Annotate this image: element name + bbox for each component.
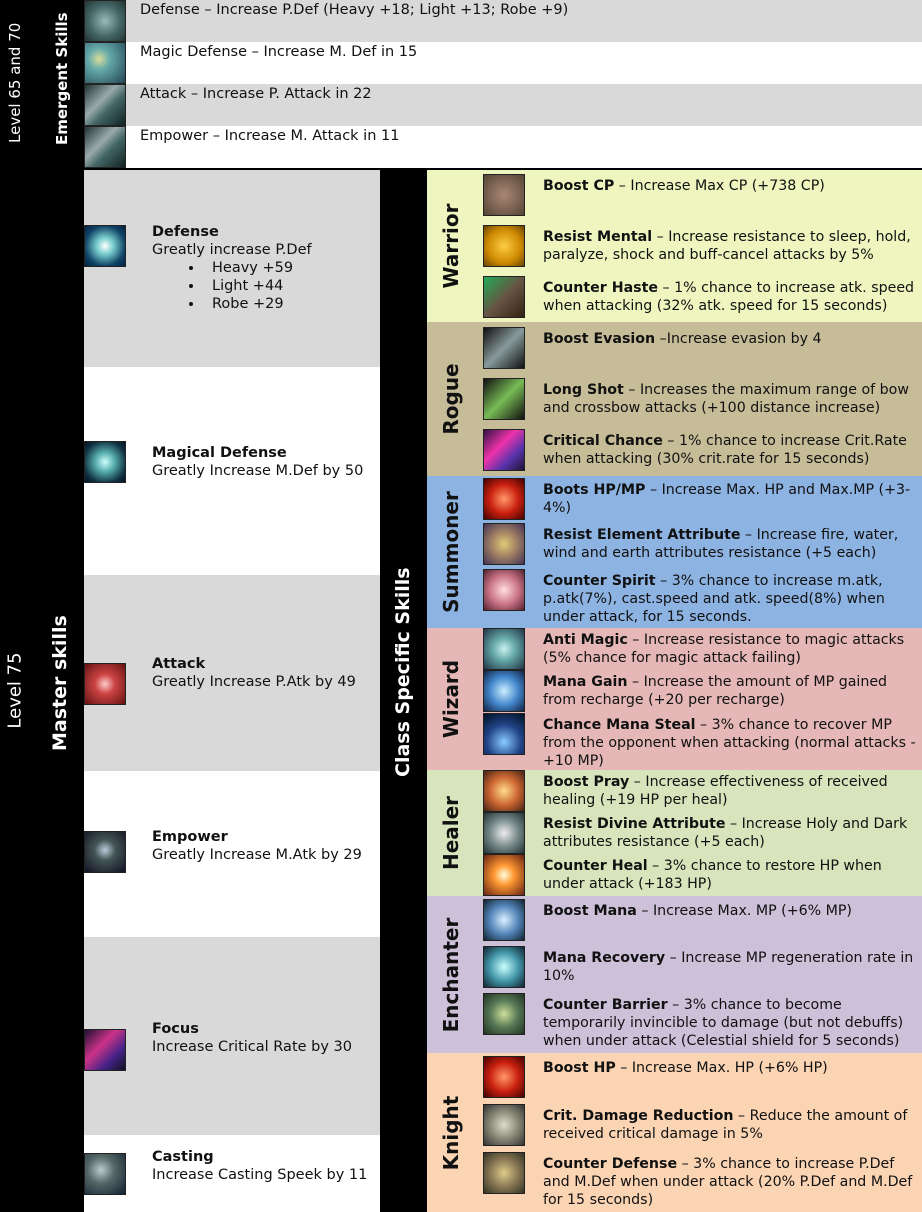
class-section-summoner xyxy=(427,476,922,628)
class-label: Healer xyxy=(439,795,463,871)
class-skill xyxy=(483,899,916,941)
emergent-row xyxy=(84,126,922,168)
bullet: • Heavy +59 xyxy=(204,259,312,277)
skill-icon xyxy=(483,276,525,318)
skill-desc: Greatly Increase M.Def by 50 xyxy=(152,463,364,479)
skill-name: Long Shot xyxy=(543,381,624,398)
skill-name: Boost Pray xyxy=(543,774,630,790)
skill-text xyxy=(543,1056,828,1077)
skill-desc: – Increase resistance to magic attacks (5% chance for magic attack failing) xyxy=(543,632,905,667)
skill-desc: – 3% chance to restore HP when under attack (+183 HP) xyxy=(543,858,882,892)
skill-desc: – Increase fire, water, wind and earth attributes resistance (+5 each) xyxy=(543,527,899,562)
skill-desc: Greatly Increase P.Atk by 49 xyxy=(152,674,356,690)
skill-desc: – Increases the maximum range of bow and crossbow attacks (+100 distance increase) xyxy=(543,381,909,416)
skill-name: Boost Evasion xyxy=(543,330,656,347)
skill-name: Counter Defense xyxy=(543,1156,678,1172)
skill-icon xyxy=(483,993,525,1035)
class-skill xyxy=(483,628,916,670)
skill-desc: – 1% chance to increase Crit.Rate when attacking (30% crit.rate for 15 seconds) xyxy=(543,433,907,468)
skill-name: Resist Divine Attribute xyxy=(543,816,726,832)
class-skill xyxy=(483,854,916,896)
class-section-warrior xyxy=(427,170,922,322)
skill-name: Critical Chance xyxy=(543,433,663,450)
skill-desc: – Increase resistance to sleep, hold, paralyze, shock and buff-cancel attacks by 5% xyxy=(543,228,911,263)
skill-icon xyxy=(483,854,525,896)
master-row-defense xyxy=(84,170,380,367)
skill-icon xyxy=(483,429,525,471)
bullet: • Light +44 xyxy=(204,277,312,295)
skill-text xyxy=(543,899,852,920)
skill-icon xyxy=(483,628,525,670)
emergent-skills-table xyxy=(84,0,922,168)
skill-desc: – Reduce the amount of received critical damage in 5% xyxy=(543,1108,908,1142)
skill-name: Crit. Damage Reduction xyxy=(543,1108,734,1124)
skill-icon xyxy=(483,378,525,420)
skill-name: Defense xyxy=(152,224,219,240)
skill-text xyxy=(543,1152,916,1209)
casting-icon xyxy=(84,1153,126,1195)
class-skill xyxy=(483,1104,916,1146)
master-row-casting xyxy=(84,1135,380,1212)
skill-text xyxy=(543,429,916,468)
skill-desc: Increase Critical Rate by 30 xyxy=(152,1039,352,1055)
skill-name: Mana Gain xyxy=(543,674,628,691)
skill-name: Attack xyxy=(152,656,206,672)
class-label-wrap xyxy=(427,896,475,1053)
class-label: Rogue xyxy=(439,363,463,435)
class-section-enchanter xyxy=(427,896,922,1053)
class-specific-skills-label: Class Specific Skills xyxy=(392,567,414,777)
skill-desc: – 1% chance to increase atk. speed when attacking (32% atk. speed for 15 seconds) xyxy=(543,279,915,314)
skill-name: Mana Recovery xyxy=(543,949,666,966)
class-skill xyxy=(483,378,916,420)
skill-desc: – Increase Max CP (+738 CP) xyxy=(614,178,825,195)
skill-text xyxy=(543,670,916,709)
skill-icon xyxy=(483,770,525,812)
skill-icon xyxy=(483,327,525,369)
class-skill xyxy=(483,523,916,565)
empower-icon xyxy=(84,831,126,873)
skill-icon xyxy=(483,174,525,216)
class-specific-table xyxy=(427,170,922,1212)
skill-name: Counter Barrier xyxy=(543,997,668,1014)
skill-text xyxy=(543,276,916,315)
skill-name: Empower xyxy=(152,829,228,845)
class-skill xyxy=(483,1152,916,1209)
class-skill xyxy=(483,993,916,1050)
skill-name: Counter Spirit xyxy=(543,573,656,590)
skill-text xyxy=(543,478,916,517)
skill-name: Resist Mental xyxy=(543,228,653,245)
skill-desc: – Increase Max. HP (+6% HP) xyxy=(615,1060,828,1076)
emergent-row xyxy=(84,84,922,126)
skill-name: Resist Element Attribute xyxy=(543,527,741,544)
skill-desc: Greatly increase P.Def xyxy=(152,242,312,258)
skill-text xyxy=(543,225,916,264)
magic-defense-icon xyxy=(84,42,126,84)
skill-icon xyxy=(483,478,525,520)
level-65-70-label: Level 65 and 70 xyxy=(6,22,24,143)
skill-icon xyxy=(483,1104,525,1146)
skill-text xyxy=(543,993,916,1050)
skill-desc: – Increase the amount of MP gained from recharge (+20 per recharge) xyxy=(543,674,888,709)
class-skill xyxy=(483,569,916,626)
magical-defense-icon xyxy=(84,441,126,483)
class-label-wrap xyxy=(427,1053,475,1212)
skill-text xyxy=(543,174,825,195)
skill-icon xyxy=(483,1152,525,1194)
skill-icon xyxy=(483,713,525,755)
focus-icon xyxy=(84,1029,126,1071)
class-label: Summoner xyxy=(439,491,463,613)
class-label-wrap xyxy=(427,628,475,770)
skill-desc: – 3% chance to recover MP from the opponent when attacking (normal attacks - +10 MP) xyxy=(543,716,916,769)
class-skill xyxy=(483,225,916,267)
skill-text xyxy=(543,854,916,893)
skill-name: Magical Defense xyxy=(152,445,287,461)
sword-icon xyxy=(84,84,126,126)
skill-desc: – 3% chance to increase P.Def and M.Def when under attack (20% P.Def and M.Def for 15 seconds) xyxy=(543,1156,913,1208)
class-section-knight xyxy=(427,1053,922,1212)
class-skill xyxy=(483,478,916,520)
skill-text xyxy=(543,523,916,562)
skill-text xyxy=(543,946,916,985)
skill-name: Counter Heal xyxy=(543,858,648,874)
skill-desc: Greatly Increase M.Atk by 29 xyxy=(152,847,362,863)
emergent-text: Defense – Increase P.Def (Heavy +18; Light +13; Robe +9) xyxy=(140,2,569,18)
class-label: Wizard xyxy=(439,659,463,739)
skill-name: Boots HP/MP xyxy=(543,481,646,498)
skill-name: Chance Mana Steal xyxy=(543,716,696,733)
skill-desc: – Increase Holy and Dark attributes resistance (+5 each) xyxy=(543,816,908,850)
skill-name: Casting xyxy=(152,1149,214,1165)
skill-desc: – Increase Max. MP (+6% MP) xyxy=(636,902,852,919)
skill-desc: – Increase effectiveness of received healing (+19 HP per heal) xyxy=(543,774,888,808)
class-label: Warrior xyxy=(439,203,463,289)
emergent-row xyxy=(84,42,922,84)
defense-icon xyxy=(84,0,126,42)
class-section-healer xyxy=(427,770,922,896)
class-label-wrap xyxy=(427,770,475,896)
emergent-text: Attack – Increase P. Attack in 22 xyxy=(140,86,372,102)
class-skill xyxy=(483,713,916,770)
skill-desc: – Increase Max. HP and Max.MP (+3-4%) xyxy=(543,481,911,516)
emergent-text: Empower – Increase M. Attack in 11 xyxy=(140,128,400,144)
class-label-wrap xyxy=(427,322,475,476)
skill-icon xyxy=(483,569,525,611)
skill-icon xyxy=(483,523,525,565)
skill-name: Anti Magic xyxy=(543,632,628,649)
attack-icon xyxy=(84,663,126,705)
master-row-empower xyxy=(84,771,380,937)
class-section-wizard xyxy=(427,628,922,770)
class-skill xyxy=(483,276,916,318)
skill-name: Boost HP xyxy=(543,1060,616,1076)
skill-desc: – 3% chance to increase m.atk, p.atk(7%), cast.speed and atk. speed(8%) when under attack, for 15 seconds. xyxy=(543,573,885,626)
skill-name: Focus xyxy=(152,1021,199,1037)
emergent-row xyxy=(84,0,922,42)
skill-desc: –Increase evasion by 4 xyxy=(655,330,822,347)
skill-text xyxy=(543,812,916,851)
class-skill xyxy=(483,327,916,369)
master-skills-table xyxy=(84,170,380,1212)
class-skill xyxy=(483,770,916,812)
skill-name: Boost Mana xyxy=(543,902,637,919)
skill-icon xyxy=(483,899,525,941)
skill-icon xyxy=(483,812,525,854)
skill-name: Counter Haste xyxy=(543,279,658,296)
skill-text xyxy=(543,713,916,770)
class-label-wrap xyxy=(427,170,475,322)
emergent-text: Magic Defense – Increase M. Def in 15 xyxy=(140,44,418,60)
class-skill xyxy=(483,670,916,712)
class-skill xyxy=(483,946,916,988)
skill-name: Boost CP xyxy=(543,178,615,195)
class-skill xyxy=(483,1056,916,1098)
master-skills-label: Master skills xyxy=(49,615,71,751)
skill-icon xyxy=(483,225,525,267)
skill-desc: – Increase MP regeneration rate in 10% xyxy=(543,949,914,984)
defense-icon xyxy=(84,225,126,267)
sword-icon xyxy=(84,126,126,168)
class-label-wrap xyxy=(427,476,475,628)
class-section-rogue xyxy=(427,322,922,476)
skill-icon xyxy=(483,946,525,988)
class-skill xyxy=(483,812,916,854)
level-75-label: Level 75 xyxy=(4,652,26,729)
class-skill xyxy=(483,429,916,471)
master-row-attack xyxy=(84,575,380,771)
master-row-magical-defense xyxy=(84,367,380,575)
skill-icon xyxy=(483,1056,525,1098)
skill-text xyxy=(543,770,916,809)
emergent-skills-label: Emergent Skills xyxy=(53,12,71,145)
skill-text xyxy=(543,378,916,417)
class-skill xyxy=(483,174,916,216)
skill-desc: Increase Casting Speek by 11 xyxy=(152,1167,368,1183)
class-label: Enchanter xyxy=(439,917,463,1032)
skill-text xyxy=(543,569,916,626)
skill-desc: – 3% chance to become temporarily invincible to damage (but not debuffs) when under attack (Celestial shield for 5 seconds) xyxy=(543,997,904,1050)
bullet: • Robe +29 xyxy=(204,295,312,313)
skill-text xyxy=(543,628,916,667)
skill-text xyxy=(543,1104,916,1143)
skill-icon xyxy=(483,670,525,712)
skill-text xyxy=(543,327,822,348)
class-label: Knight xyxy=(439,1095,463,1170)
master-row-focus xyxy=(84,937,380,1135)
